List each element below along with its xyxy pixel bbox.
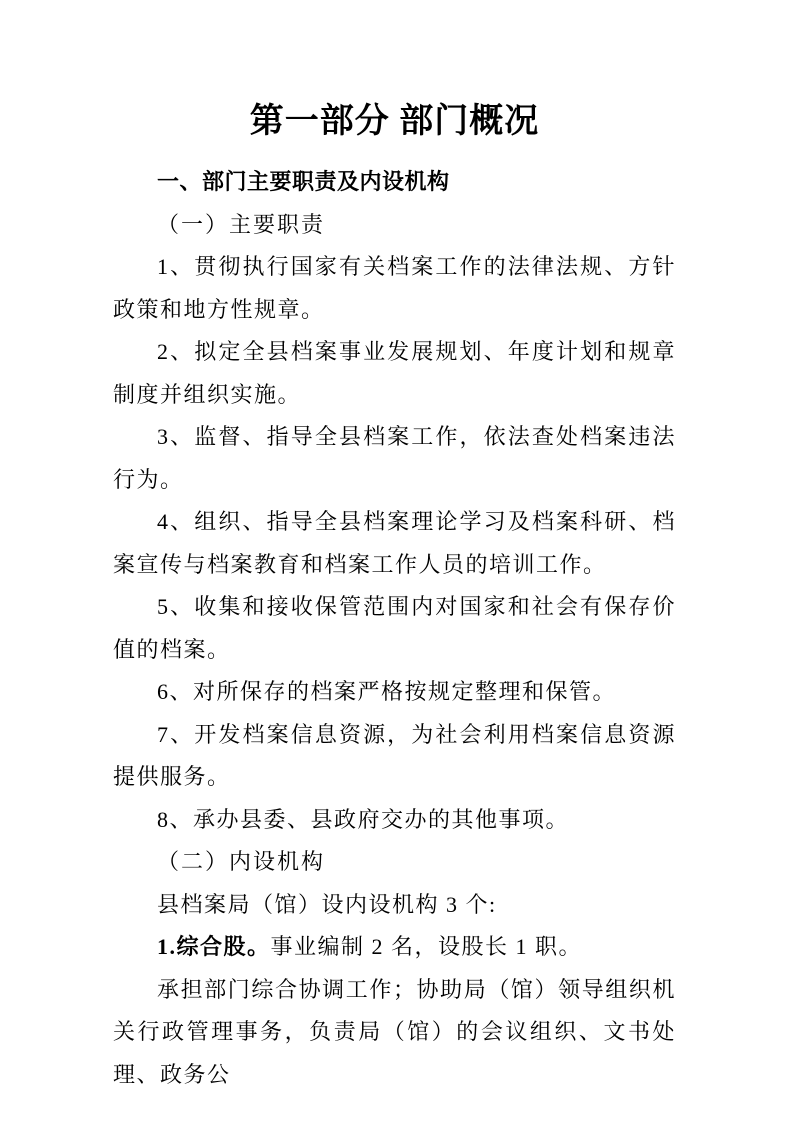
- org-unit-brief: 事业编制 2 名，设股长 1 职。: [270, 934, 583, 959]
- duty-paragraph-1: 1、贯彻执行国家有关档案工作的法律法规、方针政策和地方性规章。: [113, 254, 676, 322]
- duty-paragraph-7: 7、开发档案信息资源，为社会利用档案信息资源提供服务。: [113, 721, 676, 789]
- subsection-heading-internal-org: （二）内设机构: [157, 849, 326, 874]
- org-unit-paragraph: [113, 926, 676, 969]
- org-intro-paragraph: 县档案局（馆）设内设机构 3 个:: [157, 891, 497, 917]
- section-heading: 一、部门主要职责及内设机构: [157, 169, 450, 194]
- duty-paragraph-4: 4、组织、指导全县档案理论学习及档案科研、档案宣传与档案教育和档案工作人员的培训工作。: [113, 509, 676, 577]
- subsection-heading-main-duties: （一）主要职责: [157, 211, 326, 237]
- org-unit-name: 1.综合股。: [157, 934, 271, 959]
- org-unit-detail-paragraph: 承担部门综合协调工作；协助局（馆）领导组织机关行政管理事务，负责局（馆）的会议组织、文书处理、政务公: [113, 976, 676, 1087]
- duty-paragraph-2: 2、拟定全县档案事业发展规划、年度计划和规章制度并组织实施。: [113, 339, 676, 407]
- document-content: [113, 0, 676, 1096]
- duty-paragraph-6: 6、对所保存的档案严格按规定整理和保管。: [157, 679, 617, 704]
- duty-paragraph-5: 5、收集和接收保管范围内对国家和社会有保存价值的档案。: [113, 594, 676, 662]
- duty-paragraph-3: 3、监督、指导全县档案工作，依法查处档案违法行为。: [113, 424, 676, 492]
- duty-paragraph-8: 8、承办县委、县政府交办的其他事项。: [157, 806, 570, 832]
- page-title: 第一部分 部门概况: [249, 103, 540, 140]
